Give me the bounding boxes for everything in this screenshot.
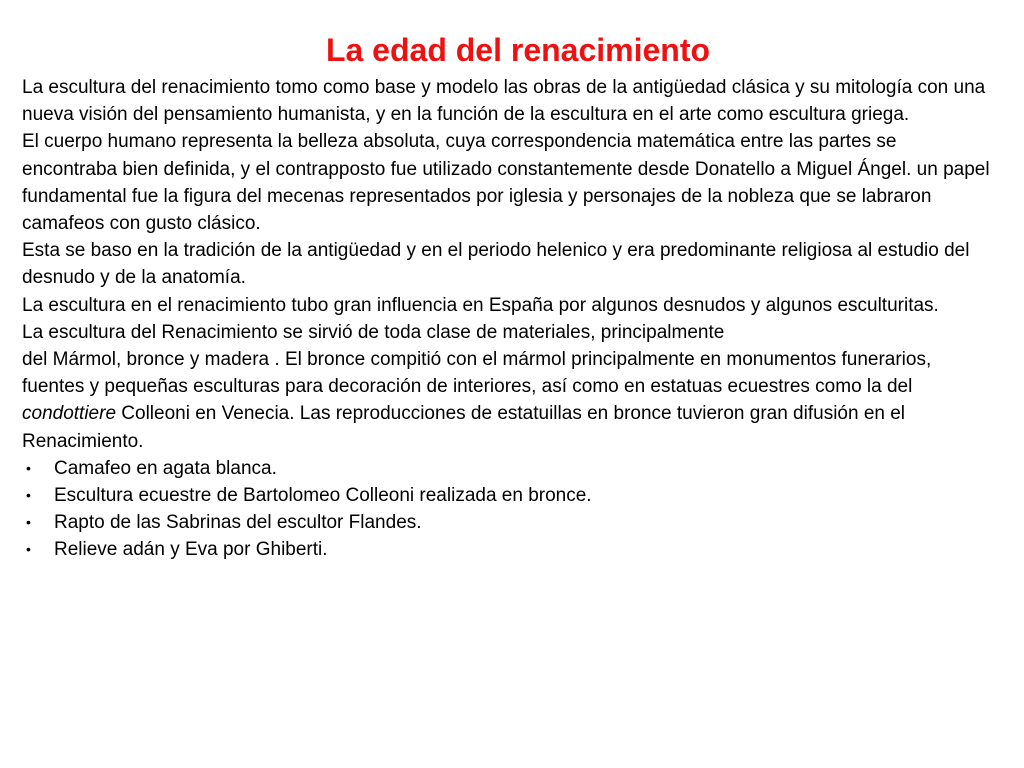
paragraph-tradition: Esta se baso en la tradición de la antigüedad y en el periodo helenico y era predominante religiosa al estudio del desnudo y de la anatomía.: [22, 240, 970, 289]
materials-line-1: La escultura del Renacimiento se sirvió de toda clase de materiales, principalmente: [22, 321, 725, 343]
bullet-icon: •: [26, 459, 31, 476]
list-item-text: Relieve adán y Eva por Ghiberti.: [54, 539, 328, 561]
list-item-text: Camafeo en agata blanca.: [54, 457, 277, 479]
materials-line-2: del Mármol, bronce y madera . El bronce compitió con el mármol principalmente en monumentos funerarios, fuentes y pequeñas esculturas para decoración de interiores, así como en estatuas ecuestres como la del: [22, 349, 932, 398]
slide-body: [22, 74, 994, 564]
paragraph-classical-base: La escultura del renacimiento tomo como base y modelo las obras de la antigüedad clásica y su mitología con una nueva visión del pensamiento humanista, y en la función de la escultura en el arte como escultura griega.: [22, 77, 986, 126]
paragraph-spain-influence: La escultura en el renacimiento tubo gran influencia en España por algunos desnudos y algunos esculturitas.: [22, 294, 939, 316]
list-item: [22, 482, 994, 509]
materials-line-3: Colleoni en Venecia. Las reproducciones de estatuillas en bronce tuvieron gran difusión en el Renacimiento.: [22, 403, 906, 452]
list-item-text: Escultura ecuestre de Bartolomeo Colleoni realizada en bronce.: [54, 485, 592, 507]
bullet-icon: •: [26, 487, 31, 504]
paragraph-human-body: El cuerpo humano representa la belleza absoluta, cuya correspondencia matemática entre las partes se encontraba bien definida, y el contrapposto fue utilizado constantemente desde Donatello a Miguel Ángel. un papel fundamental fue la figura del mecenas representados por iglesia y personajes de la nobleza que se labraron camafeos con gusto clásico.: [22, 131, 990, 235]
slide-title: La edad del renacimiento: [325, 32, 711, 68]
materials-italic-term: condottiere: [22, 403, 117, 425]
list-item: [22, 536, 994, 563]
paragraph-materials: [22, 319, 994, 455]
list-item: [22, 455, 994, 482]
examples-list: [22, 455, 994, 564]
bullet-icon: •: [26, 514, 31, 531]
list-item-text: Rapto de las Sabrinas del escultor Flandes.: [54, 512, 422, 534]
list-item: [22, 509, 994, 536]
bullet-icon: •: [26, 541, 31, 558]
